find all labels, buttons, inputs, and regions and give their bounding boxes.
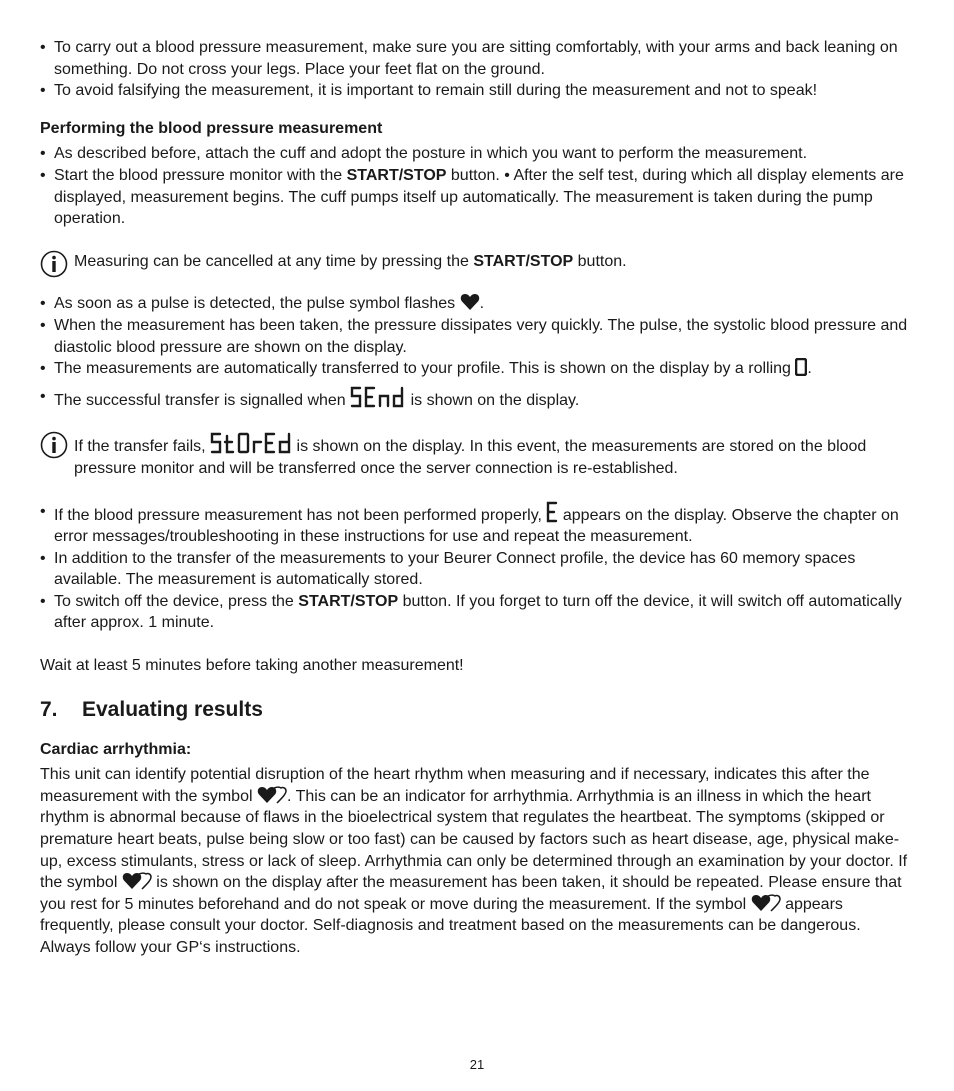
bullet-start: • Start the blood pressure monitor with the START/STOP button. • After the self test, during which all display elements are displayed, measurement begins. The cuff pumps itself up automatically. The measurement is taken during the pump operation. [40,165,912,230]
page-number: 21 [469,1057,485,1072]
arrhythmia-icon [751,894,781,912]
info-icon [40,431,68,459]
bullet-transfer: • The measurements are automatically transferred to your profile. This is shown on the display by a rolling . [40,358,912,380]
error-display-symbol [546,501,558,523]
section-heading: 7. Evaluating results [40,697,263,721]
heart-icon [460,293,480,311]
bullet-switch-off: • To switch off the device, press the START/STOP button. If you forget to turn off the device, it will switch off automatically after approx. 1 minute. [40,591,912,634]
page-content [40,37,912,959]
wait-note: Wait at least 5 minutes before taking another measurement! [40,657,464,675]
send-display-symbol [350,386,406,408]
bullet-stay-still: • To avoid falsifying the measurement, it is important to remain still during the measurement and not to speak! [40,80,912,102]
rolling-zero-symbol [795,358,807,376]
bullet-success: • The successful transfer is signalled when is shown on the display. [40,386,912,412]
bullet-error: • If the blood pressure measurement has not been performed properly, appears on the display. Observe the chapter on error messages/troubleshooting in these instructions for use and repeat the measurement. [40,501,912,548]
bullet-dissipate: • When the measurement has been taken, the pressure dissipates very quickly. The pulse, the systolic blood pressure and diastolic blood pressure are shown on the display. [40,315,912,358]
note-cancel: Measuring can be cancelled at any time by pressing the START/STOP button. [40,251,912,273]
note-transfer-fail: If the transfer fails, is shown on the display. In this event, the measurements are stored on the blood pressure monitor and will be transferred once the server connection is re-established. [40,432,912,479]
arrhythmia-icon [257,786,287,804]
arrhythmia-icon [122,872,152,890]
info-icon [40,250,68,278]
subheading-performing: Performing the blood pressure measurement [40,119,383,137]
bullet-pulse: • As soon as a pulse is detected, the pulse symbol flashes . [40,293,912,315]
arrhythmia-paragraph: This unit can identify potential disruption of the heart rhythm when measuring and if necessary, indicates this after the measurement with the symbol . This can be an indicator for arrhythmia. Arrhythmia is an illness in which the heart rhythm is abnormal because of flaws in the bioelectrical system that regulates the heartbeat. The symptoms (skipped or premature heart beats, pulse being slow or too fast) can be caused by factors such as heart disease, age, physical make-up, excess stimulants, stress or lack of sleep. Arrhythmia can only be determined through an examination by your doctor. If the symbol is shown on the display after the measurement has been taken, it should be repeated. Please ensure that you rest for 5 minutes beforehand and do not speak or move during the measurement. If the symbol appears frequently, please consult your doctor. Self-diagnosis and treatment based on the measurements can be dangerous. Always follow your GP‘s instructions. [40,766,908,956]
bullet-memory: • In addition to the transfer of the measurements to your Beurer Connect profile, the device has 60 memory spaces available. The measurement is automatically stored. [40,548,912,591]
stored-display-symbol [210,432,292,454]
subheading-arrhythmia: Cardiac arrhythmia: [40,740,192,758]
bullet-attach-cuff: • As described before, attach the cuff and adopt the posture in which you want to perform the measurement. [40,143,912,165]
bullet-posture: • To carry out a blood pressure measurement, make sure you are sitting comfortably, with your arms and back leaning on something. Do not cross your legs. Place your feet flat on the ground. [40,37,912,80]
